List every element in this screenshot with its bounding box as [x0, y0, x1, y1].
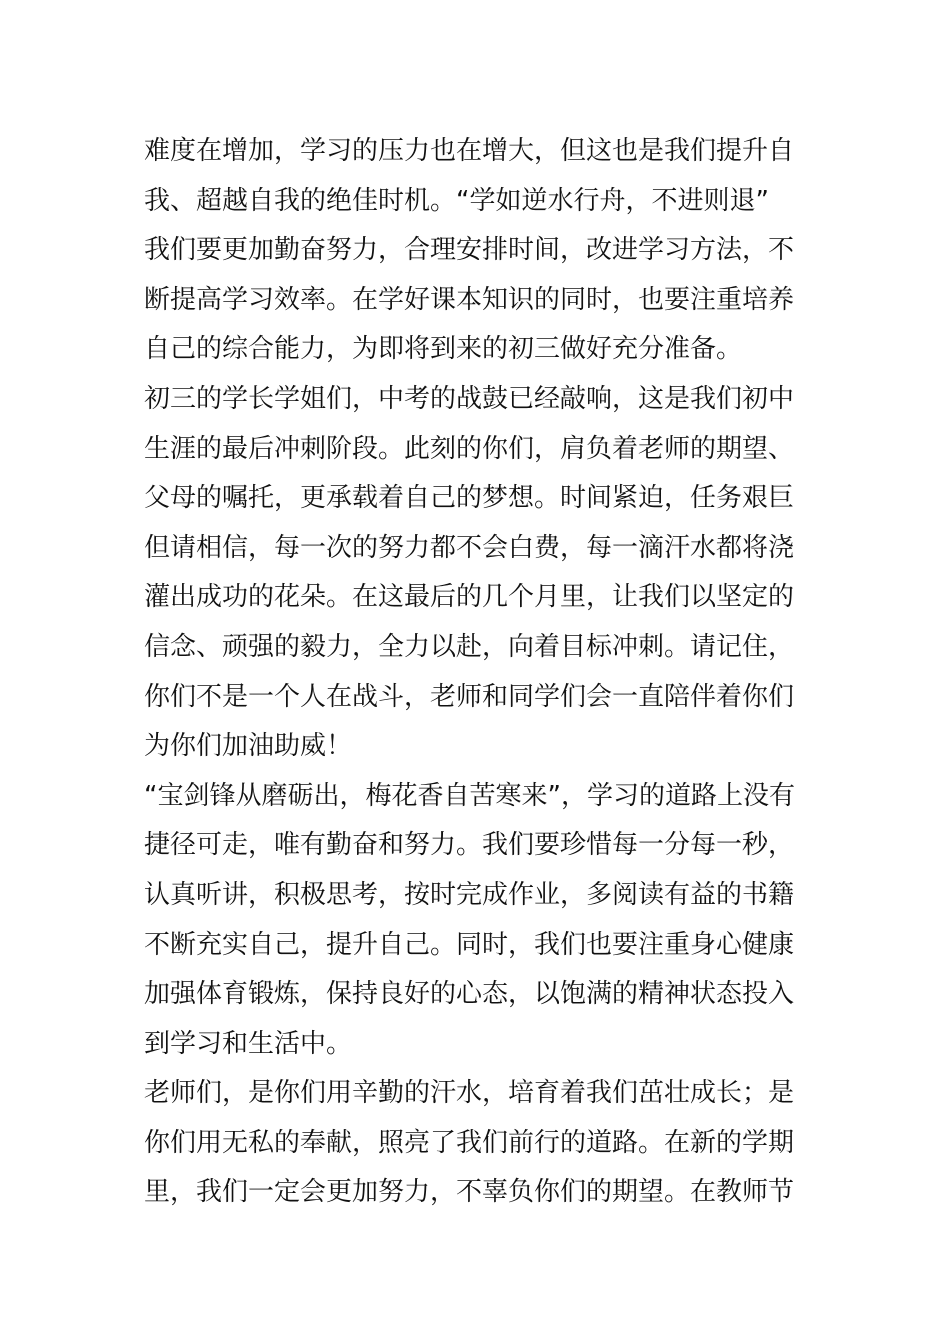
document-body: [144, 127, 814, 1218]
text-line: 断提高学习效率。在学好课本知识的同时，也要注重培养: [144, 284, 795, 315]
text-line: 你们用无私的奉献，照亮了我们前行的道路。在新的学期: [144, 1127, 795, 1158]
text-line: 我们要更加勤奋努力，合理安排时间，改进学习方法，不: [144, 235, 795, 266]
text-line: 生涯的最后冲刺阶段。此刻的你们，肩负着老师的期望、: [144, 433, 795, 464]
text-line: 信念、顽强的毅力，全力以赴，向着目标冲刺。请记住，: [144, 631, 795, 662]
text-line: 为你们加油助威！: [144, 731, 353, 762]
text-line: “宝剑锋从磨砺出，梅花香自苦寒来”，学习的道路上没有: [144, 780, 795, 811]
text-line: 老师们，是你们用辛勤的汗水，培育着我们茁壮成长；是: [144, 1078, 795, 1109]
text-line: 认真听讲，积极思考，按时完成作业，多阅读有益的书籍: [144, 879, 795, 910]
text-line: 父母的嘱托，更承载着自己的梦想。时间紧迫，任务艰巨: [144, 483, 795, 514]
text-line: 你们不是一个人在战斗，老师和同学们会一直陪伴着你们: [144, 681, 795, 712]
text-line: 我、超越自我的绝佳时机。“学如逆水行舟，不进则退”: [144, 185, 769, 216]
text-line: 但请相信，每一次的努力都不会白费，每一滴汗水都将浇: [144, 532, 795, 563]
text-line: 不断充实自己，提升自己。同时，我们也要注重身心健康: [144, 929, 795, 960]
text-line: 灌出成功的花朵。在这最后的几个月里，让我们以坚定的: [144, 582, 795, 613]
text-line: 初三的学长学姐们，中考的战鼓已经敲响，这是我们初中: [144, 383, 795, 414]
text-line: 到学习和生活中。: [144, 1028, 353, 1059]
text-line: 捷径可走，唯有勤奋和努力。我们要珍惜每一分每一秒，: [144, 830, 795, 861]
text-line: 里，我们一定会更加努力，不辜负你们的期望。在教师节: [144, 1177, 795, 1208]
text-line: 自己的综合能力，为即将到来的初三做好充分准备。: [144, 334, 743, 365]
text-line: 加强体育锻炼，保持良好的心态，以饱满的精神状态投入: [144, 979, 795, 1010]
text-line: 难度在增加，学习的压力也在增大，但这也是我们提升自: [144, 136, 795, 166]
